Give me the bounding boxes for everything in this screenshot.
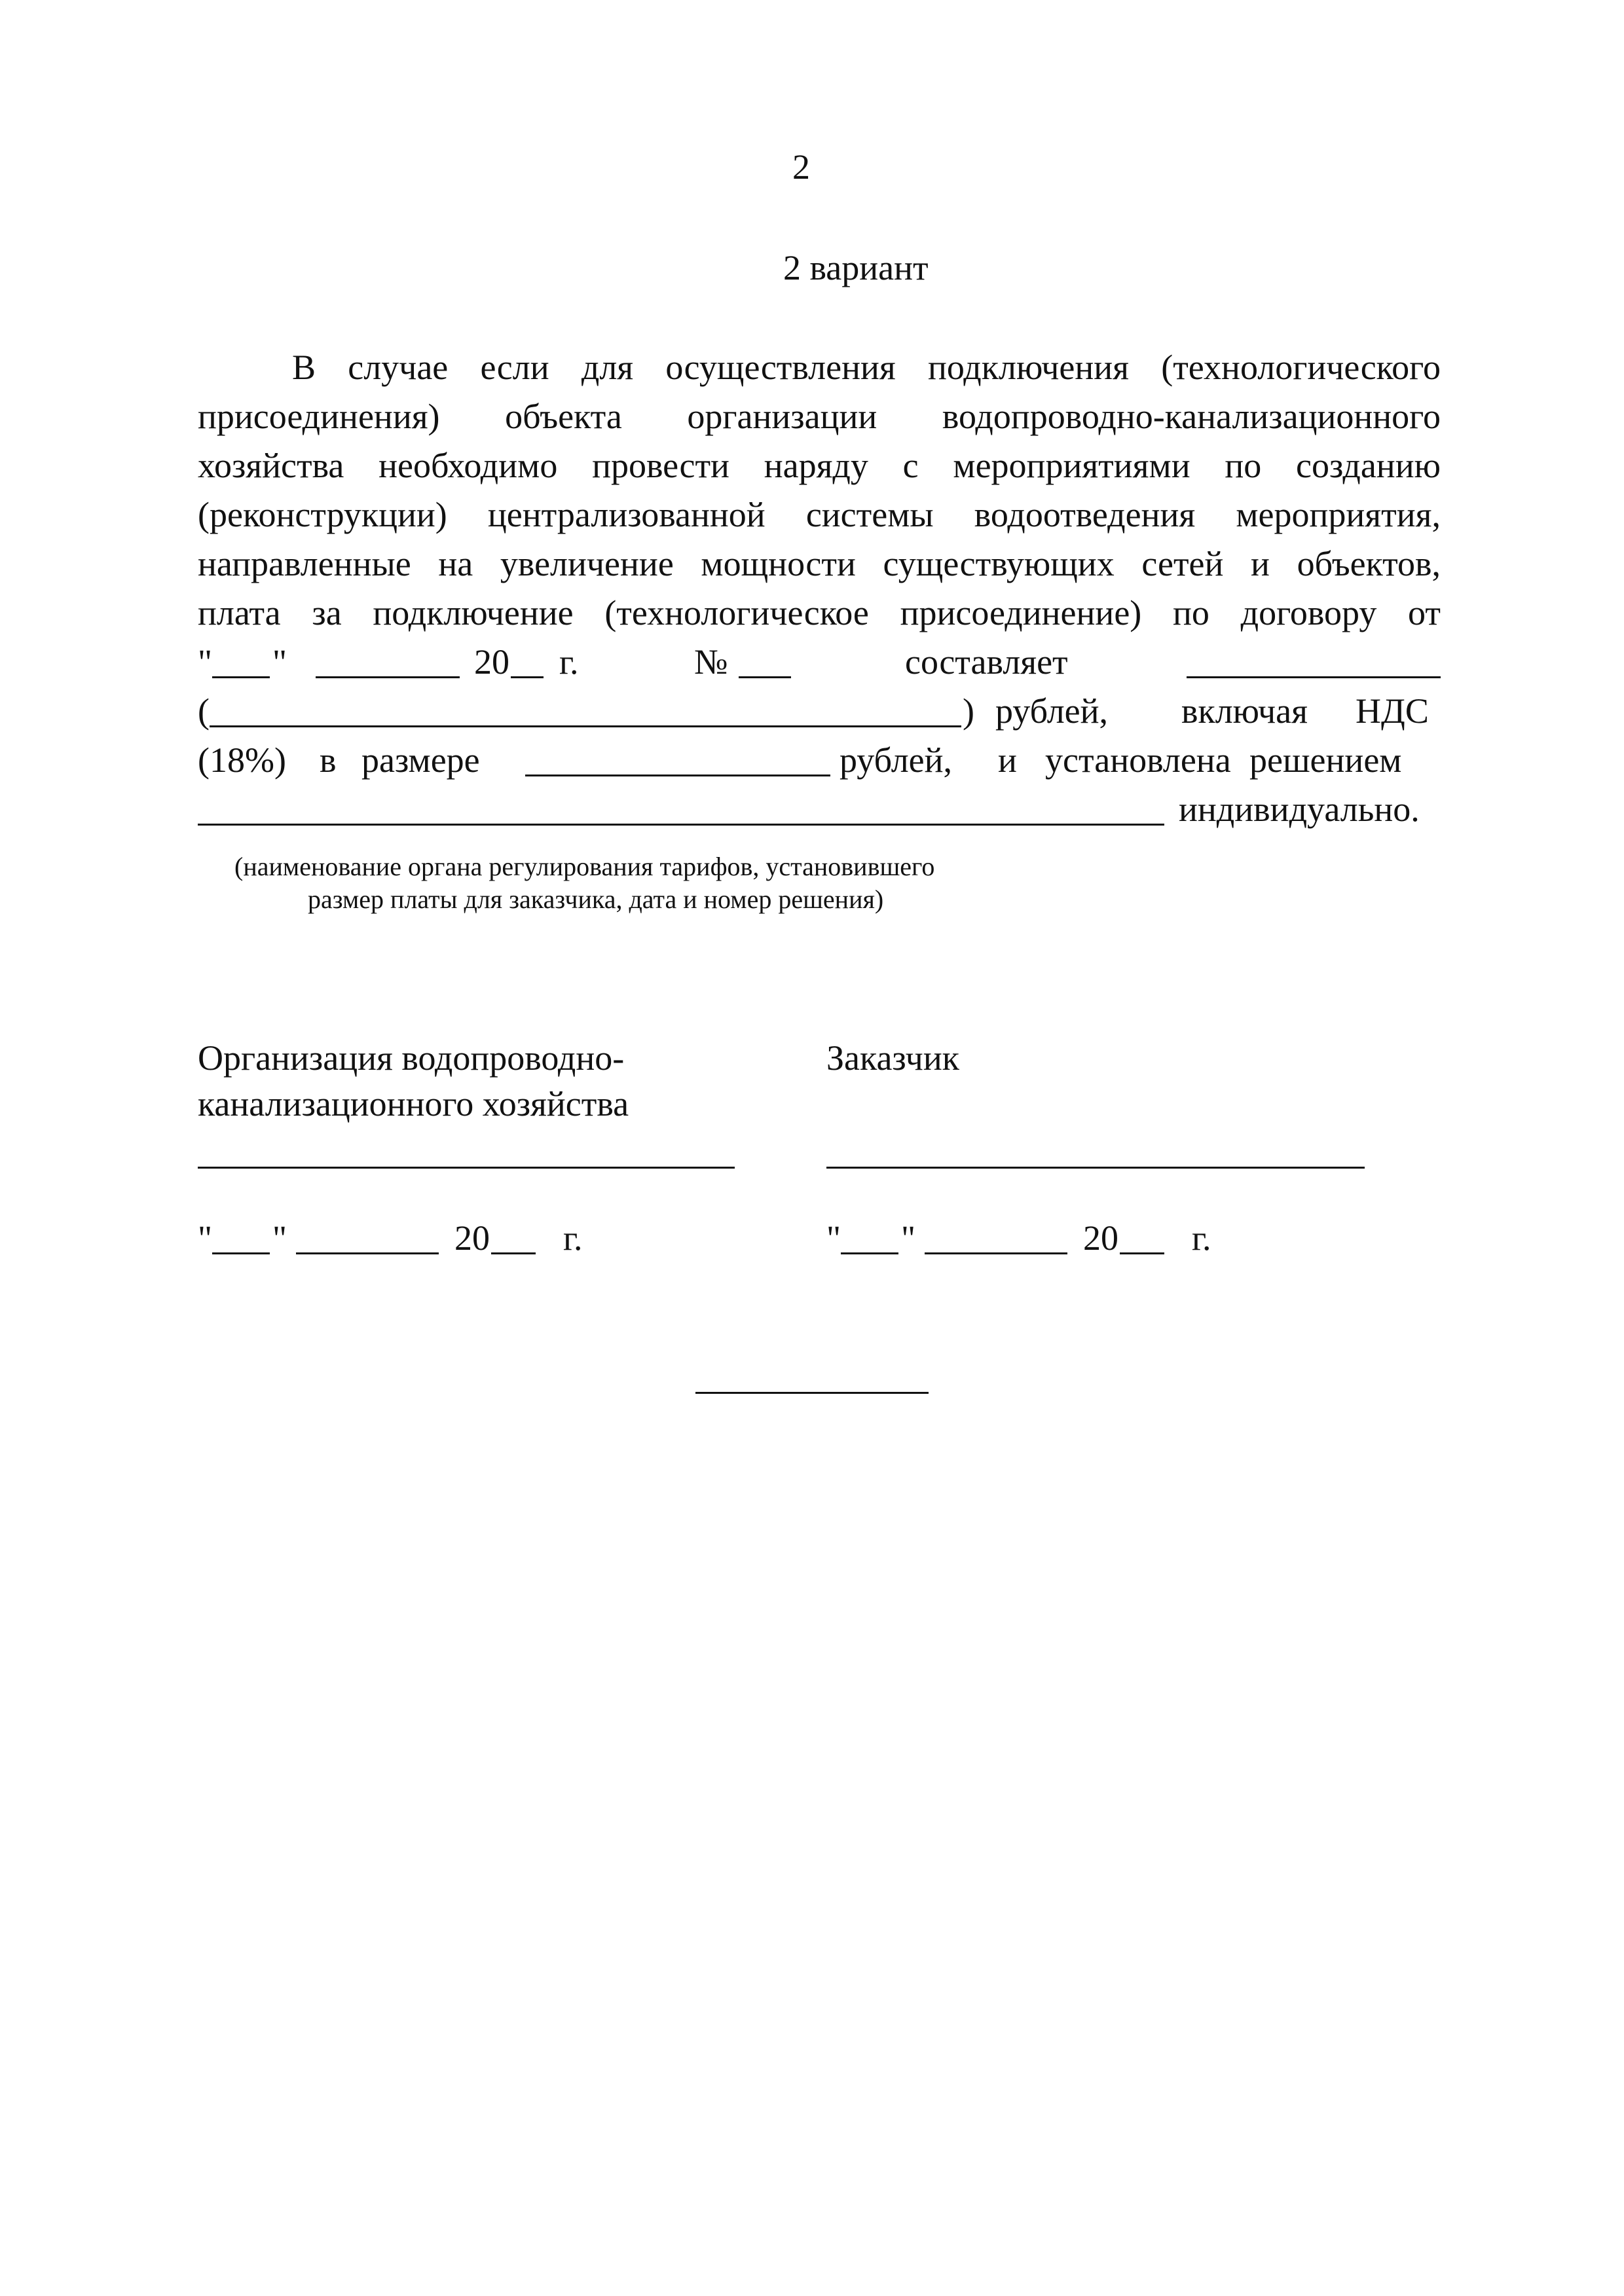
word: в <box>320 740 337 780</box>
paragraph-line-1 <box>292 344 1441 391</box>
word: присоединение) <box>900 593 1142 632</box>
word: водоотведения <box>974 495 1196 534</box>
fee-in-words-row <box>198 687 1441 735</box>
variant-title: 2 вариант <box>783 248 929 287</box>
word: организации <box>687 397 877 436</box>
word: системы <box>805 495 934 534</box>
month-blank[interactable] <box>316 647 460 678</box>
customer-day-blank[interactable] <box>841 1224 898 1254</box>
customer-month-blank[interactable] <box>925 1224 1067 1254</box>
org-year-blank[interactable] <box>491 1224 536 1254</box>
including-word: включая <box>1181 691 1308 731</box>
word: за <box>312 593 342 632</box>
word: хозяйства <box>198 446 344 485</box>
word: (технологического <box>1161 348 1441 387</box>
quote-open: " <box>198 1218 213 1258</box>
paren-close: ) <box>963 691 974 731</box>
word: для <box>581 348 634 387</box>
word: водопроводно-канализационного <box>942 397 1441 436</box>
word: и <box>1251 544 1270 583</box>
word: мероприятиями <box>953 446 1190 485</box>
word: если <box>480 348 549 387</box>
contract-date-row <box>198 638 1441 685</box>
paren-open: ( <box>198 691 210 731</box>
word: централизованной <box>487 495 766 534</box>
individually-word: индивидуально. <box>1179 790 1420 829</box>
quote-open: " <box>826 1218 841 1258</box>
customer-year-blank[interactable] <box>1120 1224 1164 1254</box>
word: по <box>1225 446 1262 485</box>
footnote-line-2: размер платы для заказчика, дата и номер решения) <box>308 884 884 914</box>
paragraph-line-3 <box>198 442 1441 489</box>
contract-number-blank[interactable] <box>739 647 791 678</box>
decision-row <box>198 786 1441 833</box>
word: подключения <box>927 348 1129 387</box>
word: на <box>438 544 473 583</box>
year-suffix: г. <box>1192 1218 1211 1258</box>
word: случае <box>348 348 449 387</box>
word: необходимо <box>378 446 558 485</box>
year-prefix: 20 <box>454 1218 490 1258</box>
word: (технологическое <box>604 593 869 632</box>
number-sign: № <box>694 642 728 682</box>
customer-date-row <box>826 1214 1285 1262</box>
vat-amount-blank[interactable] <box>525 746 830 776</box>
word: и <box>998 740 1017 780</box>
paragraph-line-2 <box>198 393 1441 440</box>
rub-word: рублей, <box>840 740 953 780</box>
paragraph-line-6 <box>198 589 1441 636</box>
day-blank[interactable] <box>212 647 270 678</box>
year-prefix: 20 <box>1083 1218 1118 1258</box>
year-suffix: г. <box>563 1218 583 1258</box>
word: сетей <box>1141 544 1224 583</box>
composes-word: составляет <box>905 642 1068 682</box>
word: установлена <box>1045 740 1231 780</box>
word: (реконструкции) <box>198 495 447 534</box>
word: мощности <box>701 544 856 583</box>
word: существующих <box>883 544 1115 583</box>
word: размере <box>361 740 480 780</box>
word: В <box>292 348 316 387</box>
rub-word: рублей, <box>995 691 1109 731</box>
decision-blank[interactable] <box>198 795 1164 826</box>
footnote-line-1: (наименование органа регулирования тарифов, установившего <box>234 852 935 881</box>
vat-rate: (18%) <box>198 740 286 780</box>
org-date-row <box>198 1214 656 1262</box>
word: по <box>1173 593 1209 632</box>
word: наряду <box>764 446 868 485</box>
word: решением <box>1249 740 1402 780</box>
year-blank[interactable] <box>511 647 544 678</box>
word: созданию <box>1296 446 1441 485</box>
paragraph-line-4 <box>198 491 1441 538</box>
vat-word: НДС <box>1356 691 1429 731</box>
customer-label: Заказчик <box>826 1038 959 1078</box>
word: договору <box>1240 593 1377 632</box>
org-signature-line[interactable] <box>198 1167 735 1169</box>
customer-signature-line[interactable] <box>826 1167 1365 1169</box>
year-suffix: г. <box>559 642 579 682</box>
year-prefix: 20 <box>474 642 509 682</box>
word: объектов, <box>1297 544 1441 583</box>
org-label-line-2: канализационного хозяйства <box>198 1084 629 1123</box>
page-number: 2 <box>792 147 810 187</box>
quote-open: " <box>198 642 213 682</box>
paragraph-line-5 <box>198 540 1441 587</box>
word: подключение <box>373 593 574 632</box>
word: плата <box>198 593 281 632</box>
org-month-blank[interactable] <box>296 1224 439 1254</box>
org-label-line-1: Организация водопроводно- <box>198 1038 625 1078</box>
fee-amount-blank[interactable] <box>1187 647 1441 678</box>
word: объекта <box>505 397 622 436</box>
quote-close: " <box>272 642 287 682</box>
word: присоединения) <box>198 397 440 436</box>
word: мероприятия, <box>1236 495 1441 534</box>
quote-close: " <box>901 1218 916 1258</box>
word: направленные <box>198 544 411 583</box>
word: с <box>902 446 919 485</box>
word: осуществления <box>665 348 896 387</box>
org-day-blank[interactable] <box>212 1224 270 1254</box>
fee-in-words-blank[interactable] <box>210 697 961 727</box>
end-separator <box>695 1392 929 1394</box>
quote-close: " <box>272 1218 287 1258</box>
word: от <box>1408 593 1441 632</box>
word: провести <box>592 446 729 485</box>
vat-row <box>198 737 1441 784</box>
word: увеличение <box>500 544 674 583</box>
